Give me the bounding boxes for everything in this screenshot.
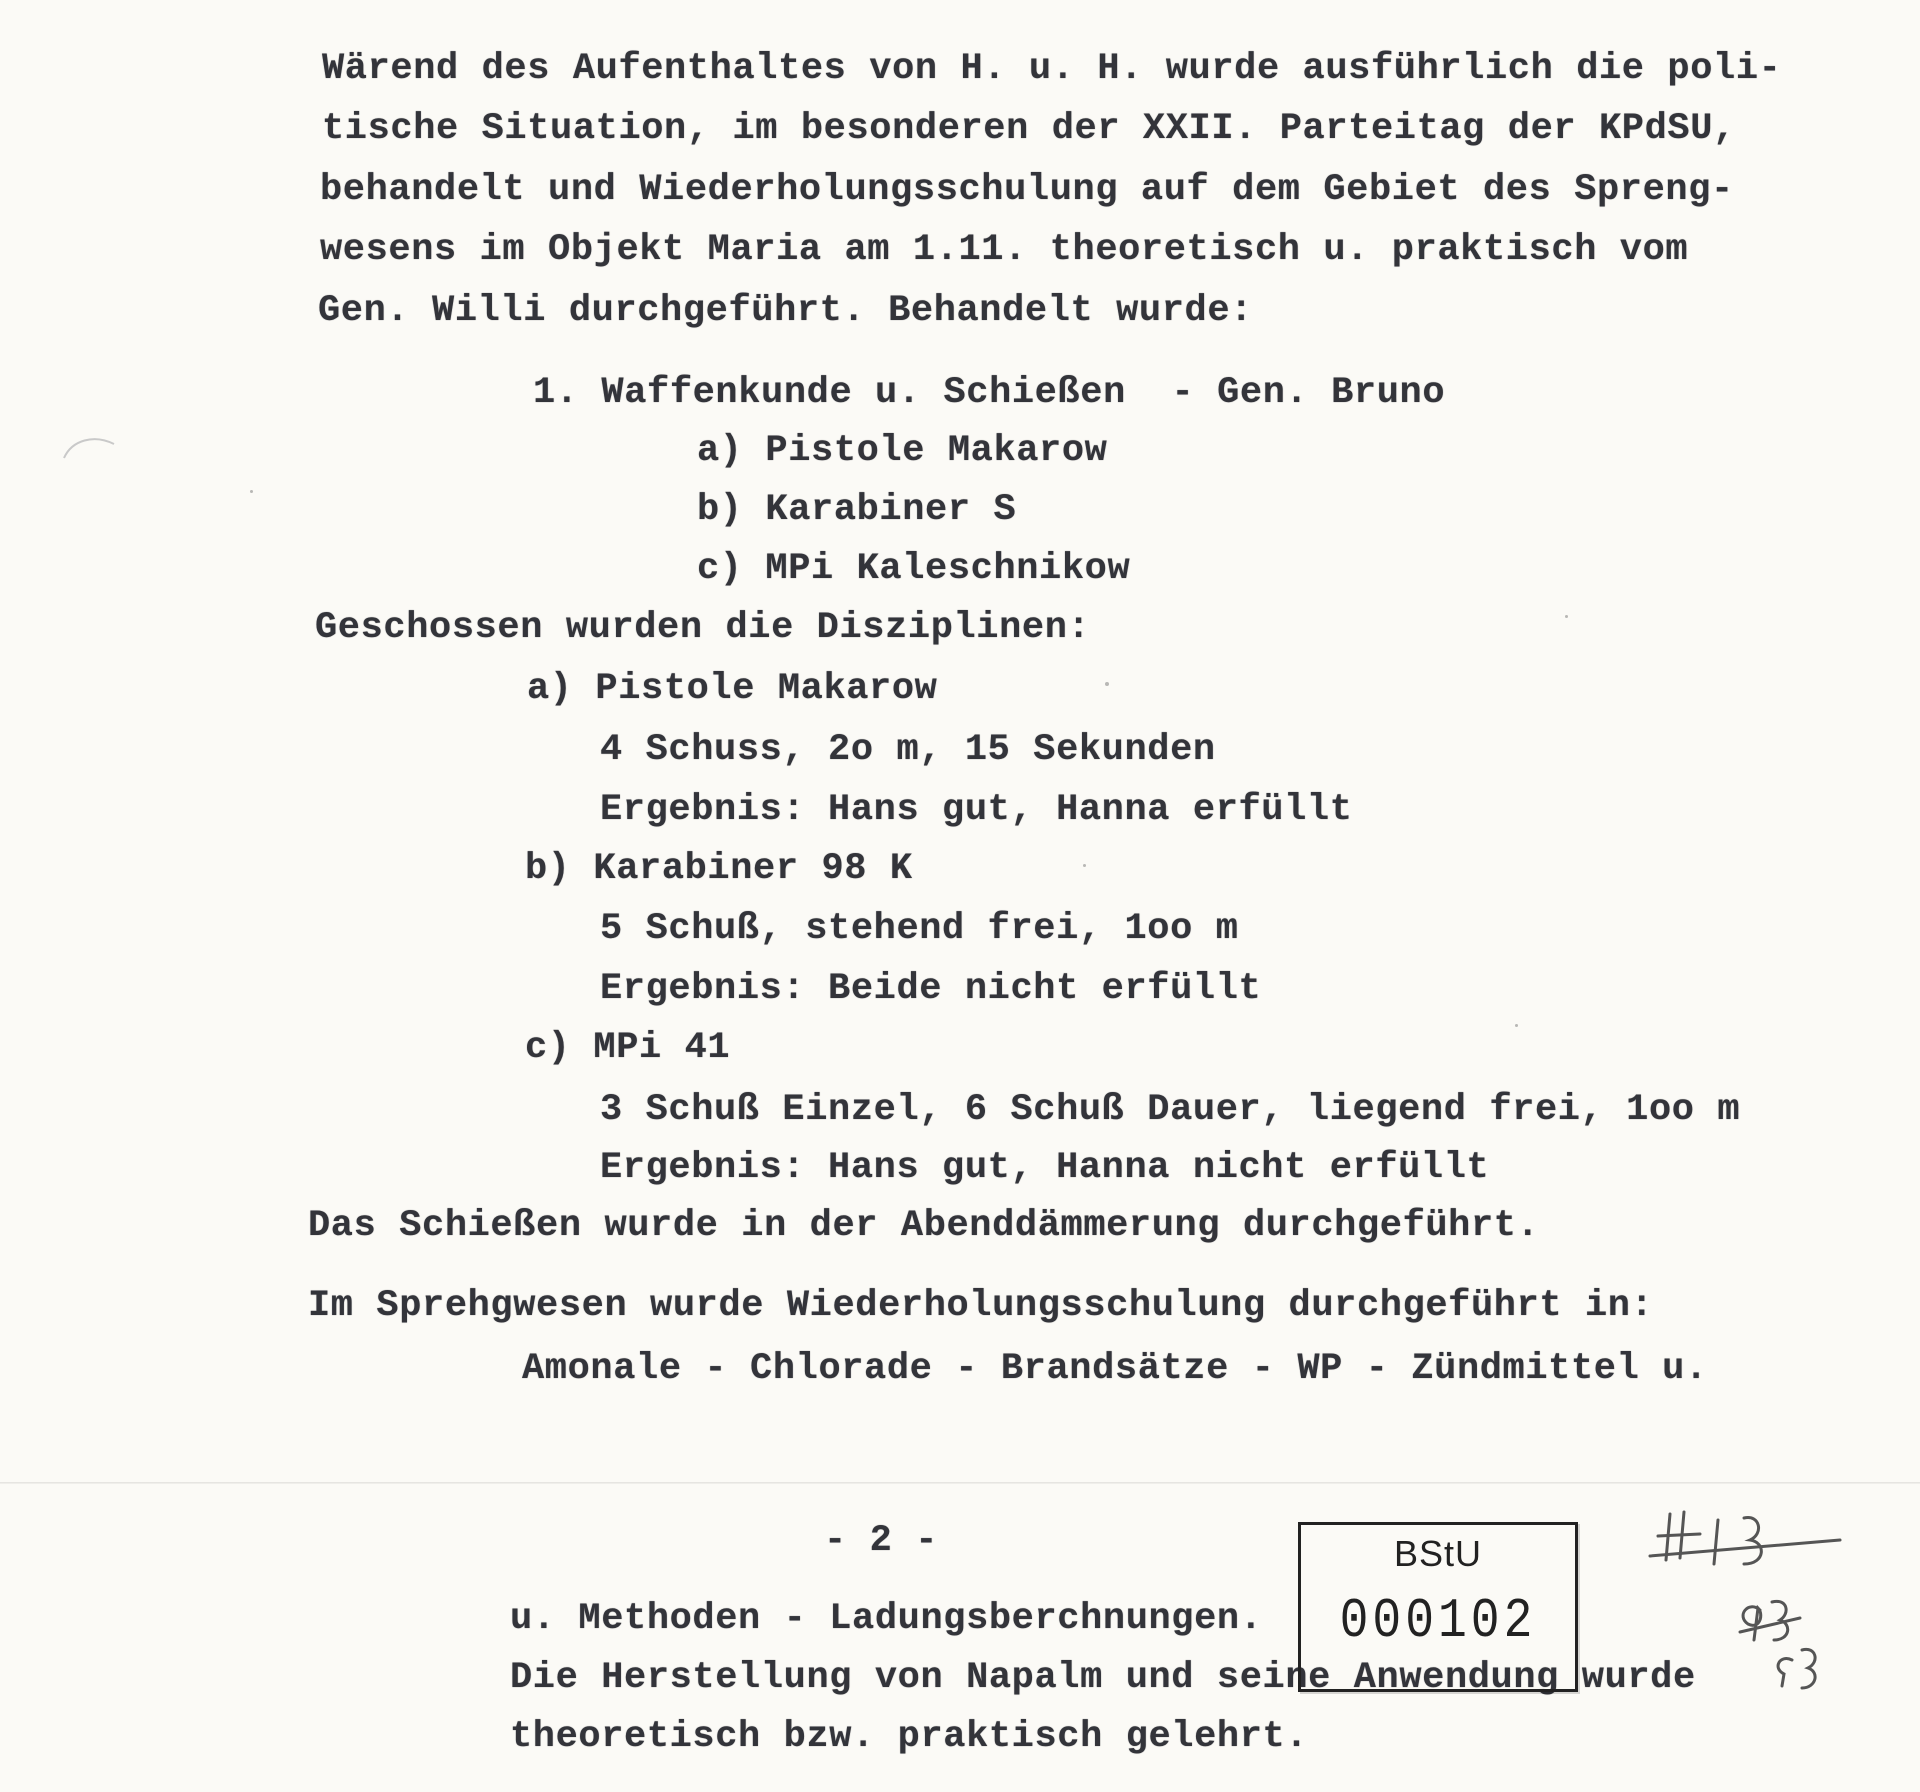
page-number: - 2 - — [824, 1520, 939, 1562]
discipline-pistol: a) Pistole Makarow — [527, 668, 938, 710]
margin-mark — [60, 432, 120, 462]
text-line-napalm: Die Herstellung von Napalm und seine Anwendung wurde — [510, 1657, 1696, 1699]
text-line-explosives: Im Sprehgwesen wurde Wiederholungsschulung durchgeführt in: — [308, 1285, 1654, 1327]
page-fold — [0, 1482, 1920, 1484]
text-line-explosives-list: Amonale - Chlorade - Brandsätze - WP - Zündmittel u. — [522, 1348, 1708, 1390]
list-item-mpi: c) MPi Kaleschnikow — [697, 548, 1131, 590]
list-item-pistol: a) Pistole Makarow — [697, 430, 1108, 472]
list-heading-weapons: 1. Waffenkunde u. Schießen - Gen. Bruno — [533, 372, 1446, 414]
handwritten-page-marks — [1640, 1490, 1880, 1700]
paper-speck — [1565, 615, 1568, 618]
text-line-4: wesens im Objekt Maria am 1.11. theoretisch u. praktisch vom — [320, 229, 1689, 271]
discipline-mpi-result: Ergebnis: Hans gut, Hanna nicht erfüllt — [600, 1147, 1490, 1189]
paper-speck — [1105, 682, 1109, 686]
paper-speck — [250, 490, 253, 493]
stamp-label: BStU — [1393, 1533, 1483, 1574]
list-item-carbine: b) Karabiner S — [697, 489, 1017, 531]
text-line-dusk: Das Schießen wurde in der Abenddämmerung durchgeführt. — [308, 1205, 1540, 1247]
text-line-3: behandelt und Wiederholungsschulung auf dem Gebiet des Spreng- — [320, 169, 1734, 211]
disciplines-heading: Geschossen wurden die Disziplinen: — [315, 607, 1091, 649]
text-line-1: Wärend des Aufenthaltes von H. u. H. wurde ausführlich die poli- — [322, 48, 1782, 90]
discipline-pistol-detail: 4 Schuss, 2o m, 15 Sekunden — [600, 729, 1216, 771]
discipline-carbine-result: Ergebnis: Beide nicht erfüllt — [600, 968, 1262, 1010]
stamp-number: 000102 — [1339, 1590, 1537, 1654]
text-line-taught: theoretisch bzw. praktisch gelehrt. — [510, 1716, 1309, 1758]
paper-speck — [1083, 864, 1086, 867]
discipline-mpi: c) MPi 41 — [525, 1027, 731, 1069]
paper-speck — [1515, 1024, 1518, 1027]
discipline-mpi-detail: 3 Schuß Einzel, 6 Schuß Dauer, liegend frei, 1oo m — [600, 1089, 1741, 1131]
discipline-carbine: b) Karabiner 98 K — [525, 848, 913, 890]
text-line-methods: u. Methoden - Ladungsberchnungen. — [510, 1598, 1263, 1640]
archive-stamp — [1298, 1522, 1578, 1692]
text-line-2: tische Situation, im besonderen der XXII. Parteitag der KPdSU, — [322, 108, 1736, 150]
text-line-5: Gen. Willi durchgeführt. Behandelt wurde: — [318, 290, 1253, 332]
discipline-pistol-result: Ergebnis: Hans gut, Hanna erfüllt — [600, 789, 1353, 831]
discipline-carbine-detail: 5 Schuß, stehend frei, 1oo m — [600, 908, 1239, 950]
